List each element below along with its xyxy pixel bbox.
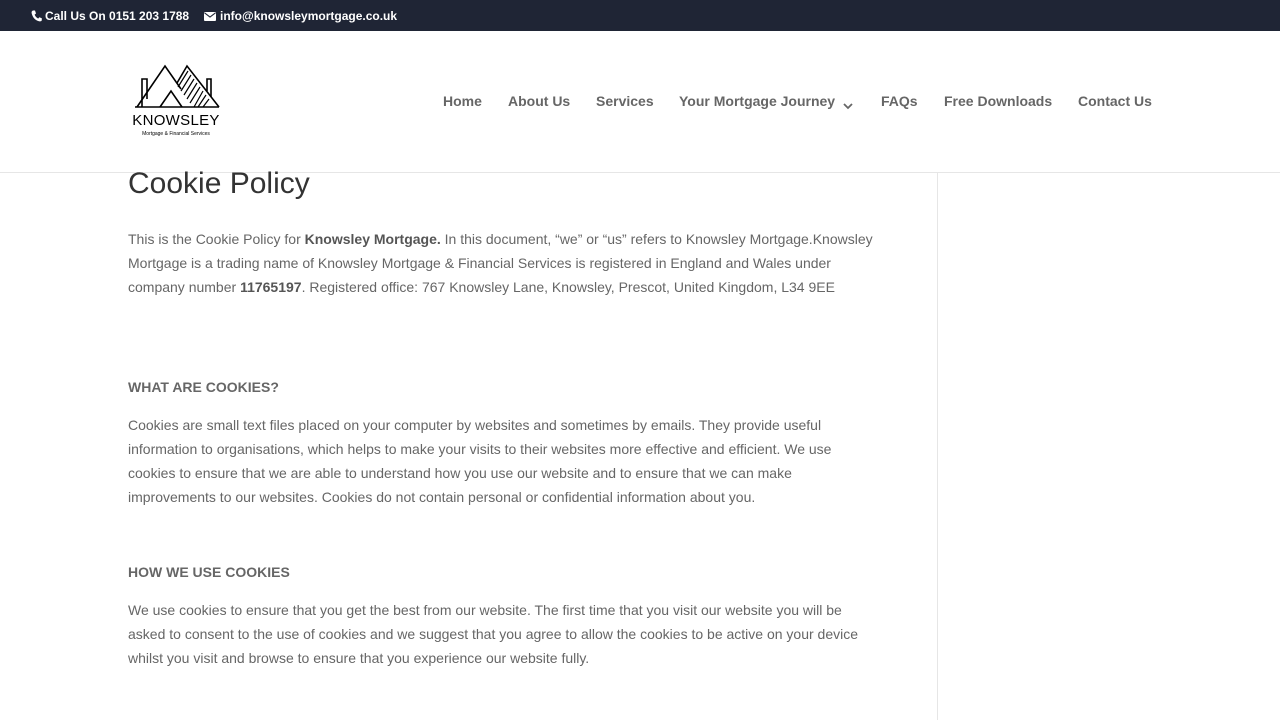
intro-company-number: 11765197 xyxy=(240,279,302,295)
intro-text-1: This is the Cookie Policy for xyxy=(128,231,305,247)
envelope-icon xyxy=(204,12,216,21)
intro-paragraph xyxy=(128,227,878,299)
email-address: info@knowsleymortgage.co.uk xyxy=(220,9,398,23)
top-bar-phone[interactable] xyxy=(31,9,189,23)
sidebar-divider xyxy=(937,173,938,720)
nav-contact-us[interactable]: Contact Us xyxy=(1078,93,1152,109)
main-content xyxy=(128,166,878,666)
phone-icon xyxy=(31,10,42,22)
nav-about-us[interactable]: About Us xyxy=(508,93,571,109)
intro-company-name: Knowsley Mortgage. xyxy=(304,231,441,247)
logo-tagline: Mortgage & Financial Services xyxy=(142,131,210,137)
top-bar xyxy=(0,0,1280,31)
chevron-down-icon[interactable] xyxy=(843,97,853,115)
section-body-how-we-use-cookies: We use cookies to ensure that you get the best from our website. The first time that you visit our website you will be asked to consent to the use of cookies and we suggest that you agree to allow the cookies to be active on your device whilst you visit and browse to ensure that you experience our website fully. xyxy=(128,602,859,666)
nav-free-downloads[interactable]: Free Downloads xyxy=(944,93,1053,109)
phone-number: Call Us On 0151 203 1788 xyxy=(45,9,190,23)
section-heading-what-are-cookies: WHAT ARE COOKIES? xyxy=(128,379,279,395)
nav-home[interactable]: Home xyxy=(443,93,482,109)
site-logo[interactable] xyxy=(131,63,221,141)
logo-wordmark: KNOWSLEY xyxy=(132,112,220,129)
top-bar-email[interactable] xyxy=(204,9,397,23)
section-body-what-are-cookies: Cookies are small text files placed on your computer by websites and sometimes by emails. They provide useful information to organisations, which helps to make your visits to their websites more effective and efficient. We use cookies to ensure that we are able to understand how you use our website and to ensure that we can make improvements to our websites. Cookies do not contain personal or confidential information about you. xyxy=(128,417,832,505)
page-title: Cookie Policy xyxy=(128,167,310,200)
site-header xyxy=(0,31,1280,173)
section-heading-how-we-use-cookies: HOW WE USE COOKIES xyxy=(128,564,290,580)
nav-services[interactable]: Services xyxy=(596,93,654,109)
intro-text-3: . Registered office: 767 Knowsley Lane, Knowsley, Prescot, United Kingdom, L34 9EE xyxy=(301,279,835,295)
nav-faqs[interactable]: FAQs xyxy=(881,93,918,109)
intro-text-2: In this document, “we” or “us” refers to Knowsley Mortgage.Knowsley Mortgage is a trading name of Knowsley Mortgage & Financial Services is registered in England and Wales under company number xyxy=(128,231,873,295)
nav-your-mortgage-journey[interactable]: Your Mortgage Journey xyxy=(679,93,836,109)
house-logo-icon xyxy=(133,63,221,116)
